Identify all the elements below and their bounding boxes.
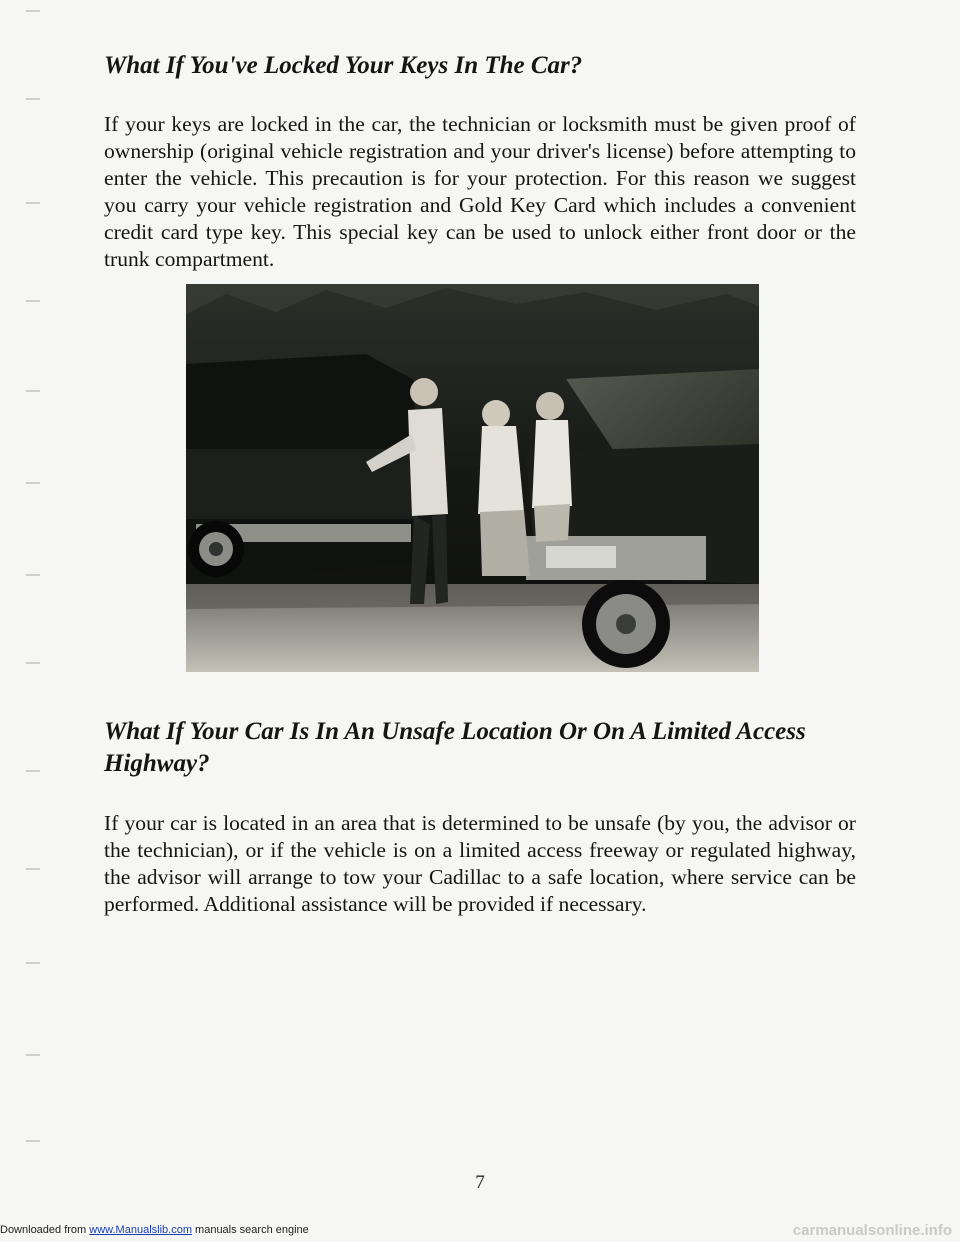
margin-mark <box>26 662 40 664</box>
margin-mark <box>26 770 40 772</box>
download-footer <box>0 1224 309 1236</box>
margin-mark <box>26 10 40 12</box>
margin-mark <box>26 482 40 484</box>
margin-mark <box>26 868 40 870</box>
section-heading-unsafe-location: What If Your Car Is In An Unsafe Location Or On A Limited Access Highway? <box>104 718 806 777</box>
margin-mark <box>26 962 40 964</box>
footer-prefix: Downloaded from <box>0 1224 90 1236</box>
paragraph-locked-keys: If your keys are locked in the car, the technician or locksmith must be given proof of ownership (original vehicle registration and your driver's license) before attempting to enter the vehicle. This precaution is for your protection. For this reason we suggest you carry your vehicle registration and Gold Key Card which includes a convenient credit card type key. This special key can be used to unlock either front door or the trunk compartment. <box>104 112 856 271</box>
watermark: carmanualsonline.info <box>792 1222 952 1239</box>
footer-suffix: manuals search engine <box>191 1224 309 1236</box>
manualslib-link[interactable]: www.Manualslib.com <box>89 1224 192 1236</box>
margin-mark <box>26 1054 40 1056</box>
section-heading-locked-keys: What If You've Locked Your Keys In The Car? <box>104 52 583 79</box>
margin-mark <box>26 98 40 100</box>
paragraph-unsafe-location: If your car is located in an area that is determined to be unsafe (by you, the advisor or the technician), or if the vehicle is on a limited access freeway or regulated highway, the advisor will arrange to tow your Cadillac to a safe location, where service can be performed. Additional assistance will be provided if necessary. <box>104 811 856 916</box>
page-number: 7 <box>475 1172 485 1193</box>
margin-mark <box>26 300 40 302</box>
margin-mark <box>26 390 40 392</box>
margin-mark <box>26 574 40 576</box>
margin-mark <box>26 1140 40 1142</box>
technician-unlocking-car-photo <box>186 284 759 672</box>
margin-mark <box>26 202 40 204</box>
